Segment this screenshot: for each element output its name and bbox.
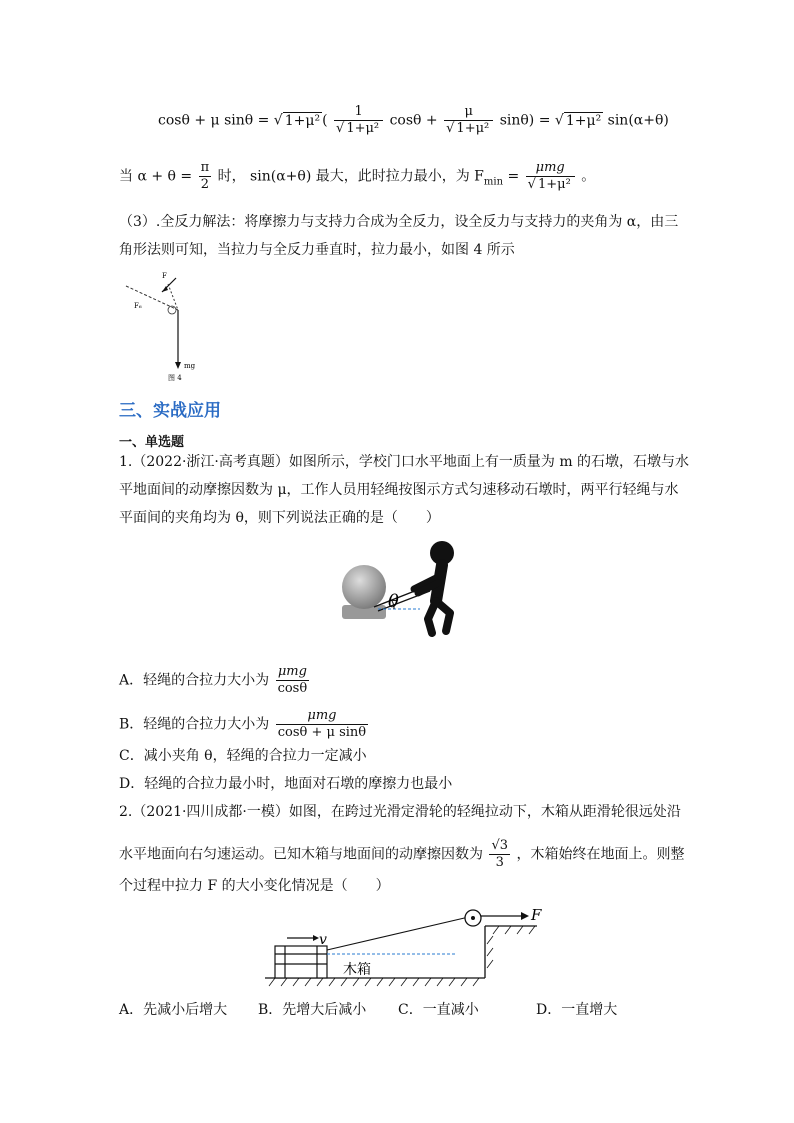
q2-fig-v: v [319,932,327,948]
formula-line-1: cosθ + μ sinθ = √ 1+μ² ( $\frac{1}{\text{√ 1+μ²}}$ cosθ + $\frac{\mu}{\text{√ 1+μ²}}$ sinθ) = √ 1+μ² sin(α+θ) [158,104,669,136]
line2-res-num: μmg [526,160,575,177]
q2-fig-box-label: 木箱 [343,962,371,978]
frac-2-num: μ [444,104,493,121]
q1-option-b[interactable]: B．轻绳的合拉力大小为 $\frac{\text{μmg}}{\text{cosθ + μ sinθ}}$ [119,708,367,740]
fig4-caption: 图 4 [168,374,182,382]
q2-line2: 水平地面向右匀速运动。已知木箱与地面间的动摩擦因数为 $\frac{√3}{3}$ ，木箱始终在地面上。则整 [119,838,685,870]
q2-frac: $\frac{√3}{3}$ [491,838,509,870]
q2-figure [255,900,555,992]
q1-figure [338,535,468,640]
q2-option-c[interactable]: C．一直减小 [398,1002,479,1018]
frac-2-den: √ 1+μ² [446,121,490,136]
q2-fig-F: F [531,906,542,924]
q1-fig-theta: θ [388,591,399,612]
sqrt-factor: 1+μ² [284,112,321,129]
q1-option-d[interactable]: D．轻绳的合拉力最小时，地面对石墩的摩擦力也最小 [119,776,453,792]
line2-middle: 时， sin(α+θ) 最大，此时拉力最小，为 F [217,168,484,185]
q1-line1: 1.（2022·浙江·高考真题）如图所示，学校门口水平地面上有一质量为 m 的石墩，石墩与水 [119,454,690,470]
line2-res-den: √ 1+μ² [527,177,571,192]
q1-line2: 平地面间的动摩擦因数为 μ，工作人员用轻绳按图示方式匀速移动石墩时，两平行轻绳与水 [119,482,679,498]
q2-option-b[interactable]: B．先增大后减小 [258,1002,367,1018]
q2-option-a[interactable]: A．先减小后增大 [119,1002,228,1018]
formula-line-2 [119,160,595,193]
q1-option-a-frac: $\frac{\text{μmg}}{\cos\theta}$ [277,664,308,696]
rhs-sin: sin(α+θ) [607,112,669,129]
fig4-label-Fn: F₆ [134,302,142,310]
q1-option-b-frac: $\frac{\text{μmg}}{\text{cosθ + μ sinθ}}$ [277,708,367,740]
q2-line1: 2.（2021·四川成都·一模）如图，在跨过光滑定滑轮的轻绳拉动下，木箱从距滑轮很远处沿 [119,804,681,820]
line2-frac [199,160,212,193]
wooden-box [275,946,327,978]
line2-res [526,160,575,193]
formula-lhs: cosθ + μ sinθ = [158,112,270,129]
line2-sub: min [483,176,504,188]
q1-option-a[interactable]: A．轻绳的合拉力大小为 $\frac{\text{μmg}}{\cos\theta}$ [119,664,308,696]
frac-1-num: 1 [334,104,383,121]
sin-theta: sinθ) = [499,112,551,129]
line2-prefix: 当 α + θ = [119,168,193,185]
rhs-sqrt: 1+μ² [565,112,602,129]
q2-line3: 个过程中拉力 F 的大小变化情况是（ ） [119,878,390,894]
figure-4 [118,266,208,384]
frac-2 [444,104,493,137]
cos-theta: cosθ + [389,112,438,129]
line2-frac-num: π [200,160,210,175]
q1-option-c[interactable]: C．减小夹角 θ，轻绳的合拉力一定减小 [119,748,367,764]
line2-eq: = [507,168,520,185]
line2-end: 。 [581,168,596,185]
stone-ball [342,565,386,609]
section-title: 三、实战应用 [119,401,221,421]
para3-line2: 角形法则可知，当拉力与全反力垂直时，拉力最小，如图 4 所示 [119,242,515,258]
frac-1 [334,104,383,137]
fig4-label-F: F [162,272,167,280]
line2-frac-den: 2 [200,177,210,192]
fig4-label-mg: mg [184,362,196,370]
frac-1-den: √ 1+μ² [336,121,380,136]
q1-line3: 平面间的夹角均为 θ，则下列说法正确的是（ ） [119,510,440,526]
subsection-title: 一、单选题 [119,434,185,449]
para3-line1: （3）.全反力解法：将摩擦力与支持力合成为全反力，设全反力与支持力的夹角为 α，由三 [119,214,679,230]
q2-option-d[interactable]: D．一直增大 [536,1002,618,1018]
